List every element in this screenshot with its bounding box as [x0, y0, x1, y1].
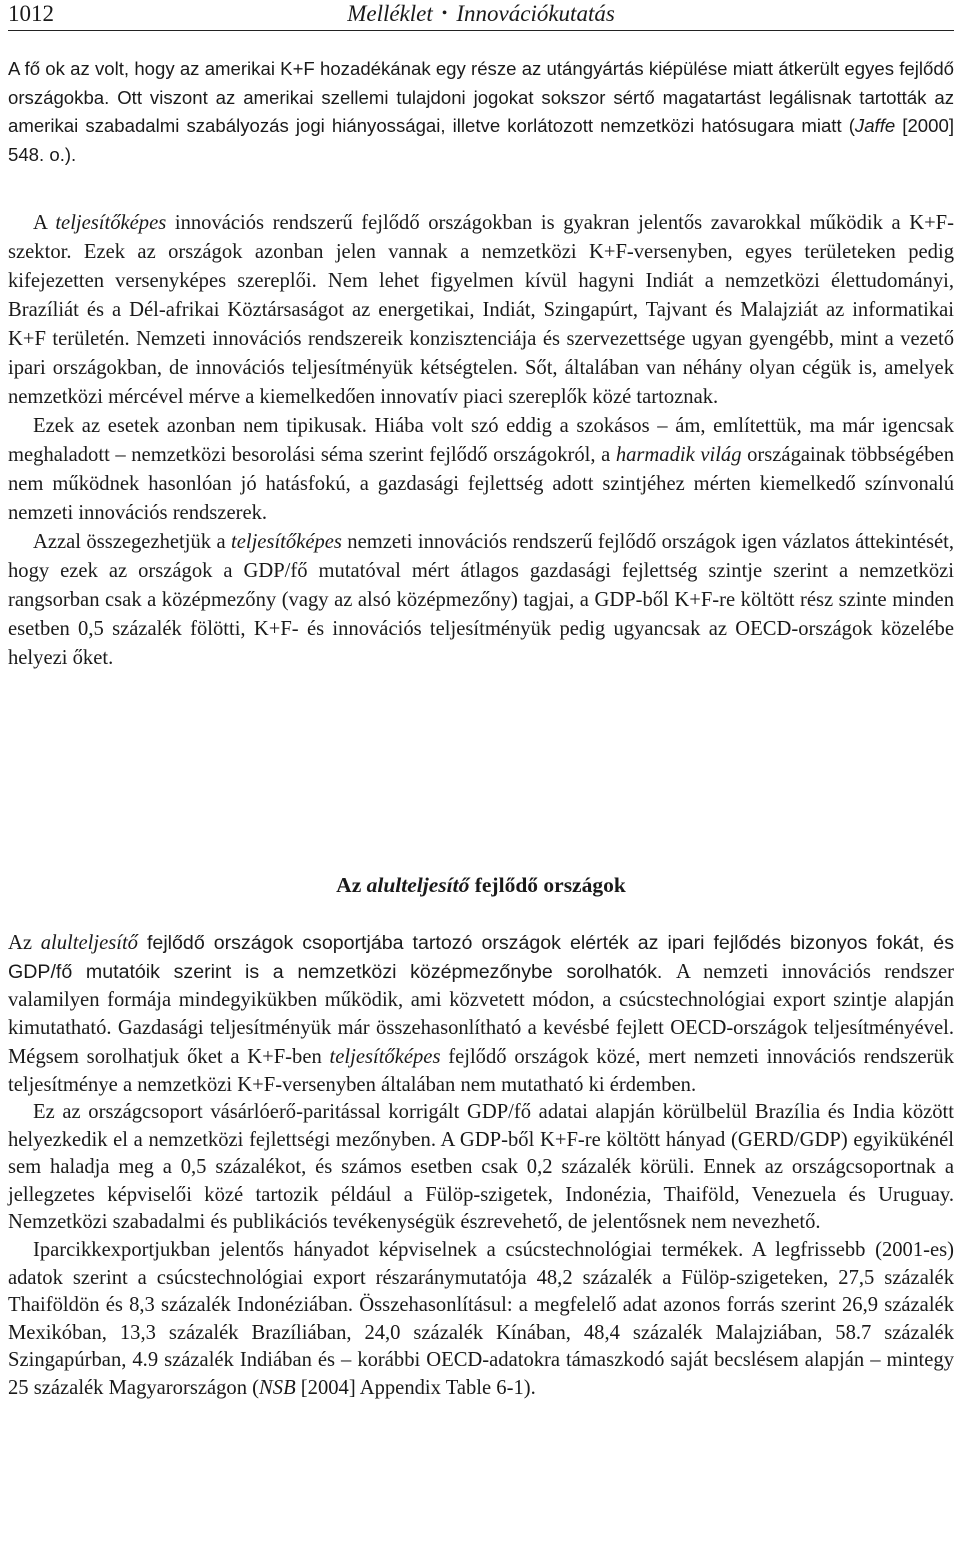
bullet-separator: •: [441, 5, 448, 22]
paragraph-5-text-start: Az: [8, 932, 41, 954]
paragraph-5-text: A nemzeti innovációs rendszer valamilyen formája mindegyikükben működik, ami közvetett módon, a csúcstechnológiai export szintje alapján kimutatható. Gazdasági teljesítményük már összehasonlítható a kevésbé fejlett OECD-országok teljesítményével. Mégsem sorolhatjuk őket a K+F-ben: [8, 960, 954, 1068]
heading-text-start: Az: [336, 873, 367, 897]
section-heading: [8, 870, 954, 900]
paragraph-4-text-start: Azzal összegezhetjük a: [33, 531, 231, 553]
emphasis-term: harmadik világ: [615, 444, 742, 466]
running-header: [8, 0, 954, 31]
paragraph-4-text: nemzeti innovációs rendszerű fejlődő országok igen vázlatos áttekintését, hogy ezek az országok a GDP/fő mutatóval mért átlagos gazdasági fejlettség szintje szerint a nemzetközi rangsorban csak a középmezőny (vagy az alsó középmezőny) tagjai, a GDP-ből K+F-re költött rész szinte minden esetben 0,5 százalék fölötti, K+F- és innovációs teljesítményük pedig ugyancsak az OECD-országok közelébe helyezi őket.: [8, 531, 954, 669]
running-title: [8, 0, 954, 28]
paragraph-1-sans-part: A fő ok az volt, hogy az amerikai K+F hozadékának egy része az utángyártás kiépülése miatt átkerült egyes fejlődő országokba.: [8, 58, 954, 108]
emphasis-term: teljesítőképes: [55, 212, 167, 234]
section-name: Melléklet: [347, 1, 433, 26]
book-page: [8, 0, 954, 1399]
topic-name: Innovációkutatás: [456, 1, 615, 26]
paragraph-7-text: Iparcikkexportjukban jelentős hányadot képviselnek a csúcstechnológiai termékek. A legfrissebb (2001-es) adatok szerint a csúcstechnológiai export részaránymutatója 48,2 százalék a Fülöp-szigeteken, 27,5 százalék Thaiföldön és 8,3 százalék Indonéziában. Összehasonlításul: a megfelelő adat azonos forrás szerint 26,9 százalék Mexikóban, 13,3 százalék Brazíliában, 24,0 százalék Kínában, 48,4 százalék Malajziában, 58.7 százalék Szingapúrban, 4.9 százalék Indiában és – korábbi OECD-adatokra támaszkodó saját becslésem alapján – mintegy 25 százalék Magyarországon (: [8, 1238, 954, 1399]
heading-emphasis: alulteljesítő: [366, 873, 470, 897]
page-number: 1012: [8, 1, 54, 26]
paragraph-1-sans-body: Ott viszont az amerikai szellemi tulajdoni jogokat sokszor sértő magatartást legálisnak tartották az amerikai szabadalmi szabályozás jogi hiányosságai, illetve korlátozott nemzetközi hatósugara miatt (: [8, 86, 954, 137]
paragraph-3-text: országainak többségében nem működnek hasonlóan jó hatásfokú, a gazdasági fejlettség adott szintjéhez mérten kiemelkedő színvonalú nemzeti innovációs rendszerek.: [8, 444, 954, 524]
citation-author: Jaffe: [854, 115, 896, 137]
paragraph-7-text-end: [2004] Appendix Table 6-1).: [295, 1376, 536, 1399]
paragraph-2-text: innovációs rendszerű fejlődő országokban is gyakran jelentős zavarokkal működik a K+F-szektor. Ezek az országok azonban jelen vannak a nemzetközi K+F-versenyben, egyes területeken pedig kifejezetten versenyképes szereplői. Nem lehet figyelmen kívül hagyni Indiát a nemzetközi élettudományi, Brazíliát és a Dél-afrikai Köztársaságot az energetikai, Indiát, Szingapúrt, Tajvant és Malajziát az informatikai K+F területén. Nemzeti innovációs rendszereik konzisztenciája és szervezettsége ugyan gyengébb, mint a vezető ipari országokban, de innovációs teljesítményük kétségtelen. Sőt, általában van néhány olyan cégük is, amelyek nemzetközi mércével mérve a kiemelkedően innovatív piaci szereplők közé tartoznak.: [8, 212, 954, 408]
paragraph-2-text-start: A: [33, 212, 56, 234]
paragraph-5-sans-part: fejlődő országok csoportjába tartozó országok elérték az ipari fejlődés bizonyos fokát, és GDP/fő mutatóik szerint is a nemzetközi középmezőnybe sorolhatók.: [8, 932, 954, 983]
paragraph-1: [8, 55, 954, 169]
paragraph-5-text-end: fejlődő országok közé, mert nemzeti innovációs rendszerük teljesítménye a nemzetközi K+F-versenyben általában nem mutatható ki érdemben.: [8, 1045, 954, 1096]
heading-text-end: fejlődő országok: [469, 873, 626, 897]
paragraph-6-text: Ez az országcsoport vásárlóerő-paritással korrigált GDP/fő adatai alapján körülbelül Brazília és India között helyezkedik el a nemzetközi fejlettségi mezőnyben. A GDP-ből K+F-re költött hányad (GERD/GDP) egyikükénél sem haladja meg a 0,5 százalékot, és számos esetben csak 0,2 százalék körüli. Ennek az országcsoportnak a jellegzetes képviselői közé tartozik például a Fülöp-szigetek, Indonézia, Thaiföld, Venezuela és Uruguay. Nemzetközi szabadalmi és publikációs tevékenységük észrevehető, de jelentősnek nem nevezhető.: [8, 1101, 954, 1234]
citation-ref: [2000] 548. o.).: [8, 115, 954, 165]
emphasis-term: teljesítőképes: [329, 1045, 441, 1068]
citation-source: NSB: [259, 1376, 296, 1399]
emphasis-term: alulteljesítő: [40, 932, 138, 954]
paragraph-3-text-start: Ezek az esetek azonban nem tipikusak. Hiába volt szó eddig a szokásos – ám, említettük, ma már igencsak meghaladott – nemzetközi besorolási séma szerint fejlődő országokról, a: [8, 415, 954, 466]
emphasis-term: teljesítőképes: [230, 531, 342, 553]
paragraph-5: [8, 929, 954, 1403]
paragraph-2: [8, 209, 954, 673]
